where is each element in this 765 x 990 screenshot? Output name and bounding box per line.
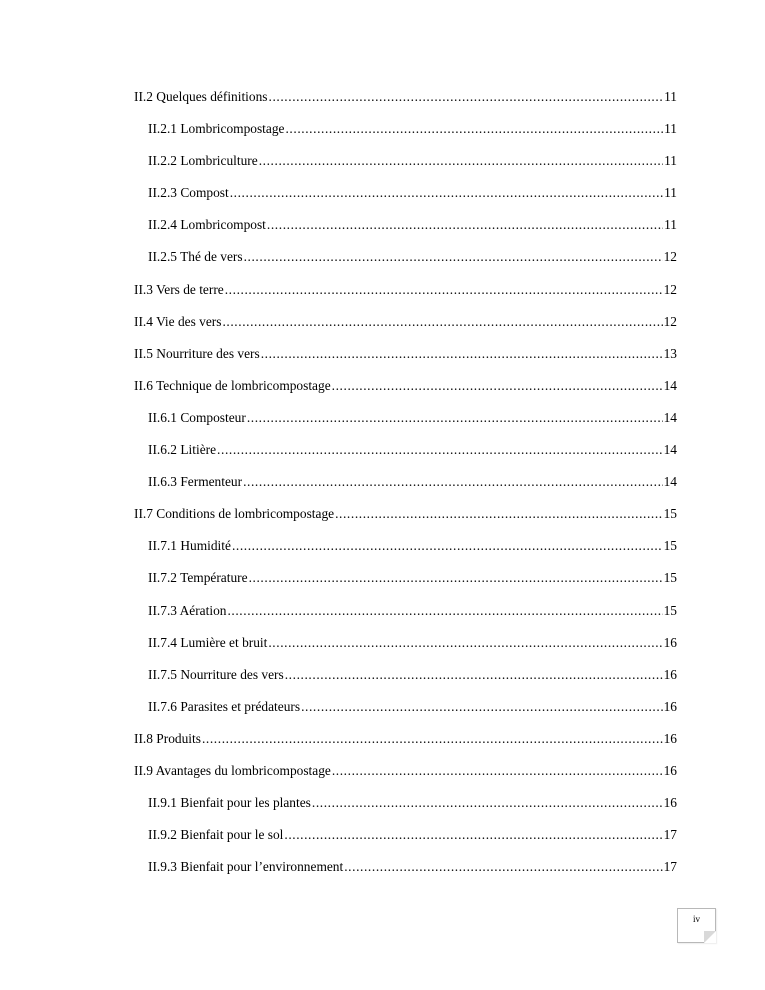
dot-leader xyxy=(268,632,662,654)
toc-entry[interactable] xyxy=(134,664,677,696)
toc-entry-title: II.2.1 Lombricompostage xyxy=(148,121,285,137)
toc-entry[interactable] xyxy=(134,856,677,888)
toc-entry-title: II.2 Quelques définitions xyxy=(134,89,268,104)
toc-entry[interactable] xyxy=(134,439,677,471)
toc-entry[interactable] xyxy=(134,375,677,407)
dot-leader xyxy=(269,86,664,108)
toc-entry-page: 16 xyxy=(663,762,677,778)
dot-leader xyxy=(202,728,663,750)
dot-leader xyxy=(312,792,663,814)
toc-entry-title: II.9.3 Bienfait pour l’environnement xyxy=(148,859,344,875)
toc-entry-title: II.4 Vie des vers xyxy=(134,313,222,329)
toc-entry-page: 12 xyxy=(663,281,677,297)
dot-leader xyxy=(247,407,663,429)
toc-entry-page: 11 xyxy=(664,121,677,137)
dot-leader xyxy=(261,343,663,365)
toc-entry[interactable] xyxy=(134,824,677,856)
toc-entry-page: 16 xyxy=(663,666,677,682)
toc-entry[interactable] xyxy=(134,150,677,182)
dot-leader xyxy=(232,535,663,557)
toc-entry-page: 12 xyxy=(663,313,677,329)
toc-entry[interactable] xyxy=(134,728,677,760)
toc-entry[interactable] xyxy=(134,407,677,439)
toc-entry-title: II.9 Avantages du lombricompostage xyxy=(134,762,331,778)
dot-leader xyxy=(244,246,663,268)
dot-leader xyxy=(217,439,663,461)
dot-leader xyxy=(243,471,663,493)
toc-entry-page: 16 xyxy=(663,795,677,811)
dot-leader xyxy=(225,279,663,301)
toc-entry[interactable] xyxy=(134,86,677,118)
toc-entry-page: 16 xyxy=(663,730,677,746)
toc-entry-title: II.6.2 Litière xyxy=(148,442,217,458)
toc-entry[interactable] xyxy=(134,214,677,246)
dot-leader xyxy=(222,311,662,333)
toc-entry-page: 17 xyxy=(663,827,677,843)
toc-entry-page: 15 xyxy=(663,602,677,618)
toc-entry-page: 14 xyxy=(663,377,677,393)
toc-entry-page: 15 xyxy=(663,570,677,586)
toc-entry-page: 11 xyxy=(664,217,677,233)
toc-entry-title: II.7.6 Parasites et prédateurs xyxy=(148,698,301,714)
table-of-contents xyxy=(134,86,677,888)
toc-entry[interactable] xyxy=(134,567,677,599)
toc-entry-page: 13 xyxy=(663,345,677,361)
dot-leader xyxy=(301,696,663,718)
toc-entry[interactable] xyxy=(134,311,677,343)
toc-entry[interactable] xyxy=(134,182,677,214)
toc-entry-page: 14 xyxy=(663,442,677,458)
dot-leader xyxy=(344,856,662,878)
dot-leader xyxy=(267,214,663,236)
dot-leader xyxy=(332,375,663,397)
toc-entry[interactable] xyxy=(134,696,677,728)
toc-entry-title: II.5 Nourriture des vers xyxy=(134,345,260,361)
toc-entry[interactable] xyxy=(134,535,677,567)
toc-entry-page: 16 xyxy=(663,634,677,650)
toc-entry-page: 12 xyxy=(663,249,677,265)
dot-leader xyxy=(285,664,663,686)
toc-entry-title: II.9.1 Bienfait pour les plantes xyxy=(148,795,311,811)
toc-entry-title: II.8 Produits xyxy=(134,730,201,746)
toc-entry-title: II.7.4 Lumière et bruit xyxy=(148,634,268,650)
toc-entry-title: II.7.1 Humidité xyxy=(148,538,231,554)
toc-entry-title: II.2.4 Lombricompost xyxy=(148,217,266,233)
dot-leader xyxy=(332,760,663,782)
toc-entry-title: II.2.2 Lombriculture xyxy=(148,153,258,169)
toc-entry-page: 14 xyxy=(663,474,677,490)
toc-entry-title: II.9.2 Bienfait pour le sol xyxy=(148,827,284,843)
toc-entry-title: II.2.3 Compost xyxy=(148,185,229,201)
toc-entry[interactable] xyxy=(134,343,677,375)
toc-entry-title: II.2.5 Thé de vers xyxy=(148,249,243,265)
toc-entry-page: 14 xyxy=(663,409,677,425)
toc-entry[interactable] xyxy=(134,471,677,503)
dot-leader xyxy=(335,503,663,525)
toc-entry-page: 11 xyxy=(664,89,677,104)
toc-entry[interactable] xyxy=(134,600,677,632)
toc-entry-page: 15 xyxy=(663,506,677,522)
toc-entry[interactable] xyxy=(134,118,677,150)
toc-entry-title: II.7.2 Température xyxy=(148,570,248,586)
toc-entry-page: 11 xyxy=(664,153,677,169)
toc-entry-title: II.7 Conditions de lombricompostage xyxy=(134,506,335,522)
toc-entry-page: 15 xyxy=(663,538,677,554)
folded-corner-icon xyxy=(704,931,716,943)
toc-entry-title: II.7.5 Nourriture des vers xyxy=(148,666,284,682)
toc-entry-page: 17 xyxy=(663,859,677,875)
dot-leader xyxy=(285,118,663,140)
toc-entry-title: II.6 Technique de lombricompostage xyxy=(134,377,331,393)
dot-leader xyxy=(259,150,663,172)
page-number-box xyxy=(677,908,716,943)
toc-entry-page: 16 xyxy=(663,698,677,714)
dot-leader xyxy=(284,824,662,846)
toc-entry[interactable] xyxy=(134,792,677,824)
toc-entry-title: II.6.1 Composteur xyxy=(148,409,246,425)
toc-entry[interactable] xyxy=(134,632,677,664)
dot-leader xyxy=(249,567,663,589)
page-number: iv xyxy=(692,914,700,924)
toc-entry[interactable] xyxy=(134,503,677,535)
toc-entry-title: II.6.3 Fermenteur xyxy=(148,474,243,490)
toc-entry[interactable] xyxy=(134,246,677,278)
dot-leader xyxy=(230,182,663,204)
dot-leader xyxy=(227,600,662,622)
toc-entry[interactable] xyxy=(134,760,677,792)
toc-entry-title: II.7.3 Aération xyxy=(148,602,227,618)
toc-entry-page: 11 xyxy=(664,185,677,201)
toc-entry-title: II.3 Vers de terre xyxy=(134,281,224,297)
toc-entry[interactable] xyxy=(134,279,677,311)
